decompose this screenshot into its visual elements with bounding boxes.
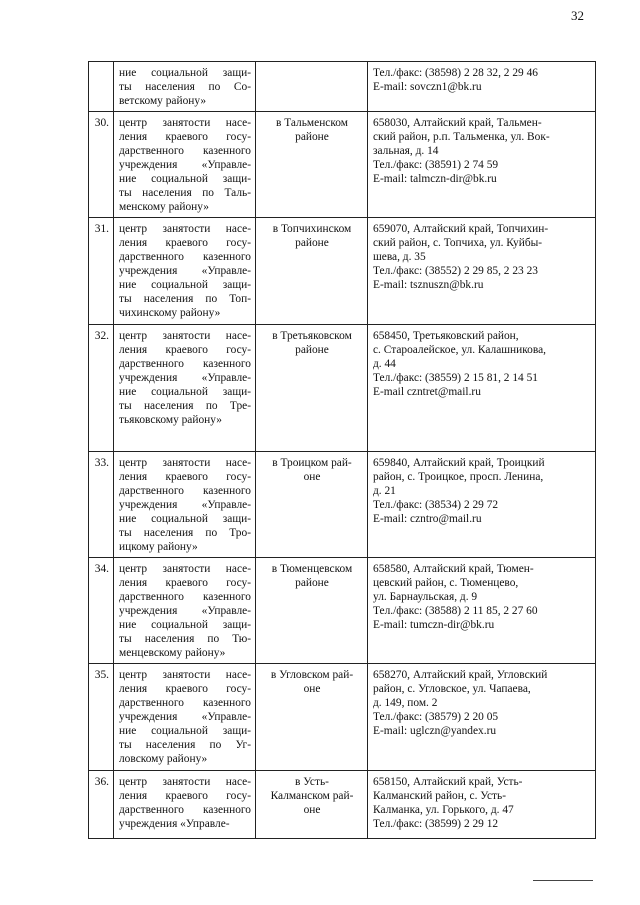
organization-line: ления краевого госу- bbox=[119, 131, 251, 143]
district-line: в Троицком рай- bbox=[272, 457, 352, 469]
organization-line: ты населения по Уг- bbox=[119, 739, 251, 751]
address-cell bbox=[368, 664, 596, 771]
district-line: Калманском рай- bbox=[270, 790, 354, 802]
organization-line: центр занятости насе- bbox=[119, 776, 251, 788]
organization-line: ты населения по Тре- bbox=[119, 400, 251, 412]
organization-line: центр занятости насе- bbox=[119, 117, 251, 129]
organization-cell bbox=[114, 664, 256, 771]
table-row bbox=[89, 62, 596, 112]
organization-line: учреждения «Управле- bbox=[119, 711, 251, 723]
organization-line: дарственного казенного bbox=[119, 485, 251, 497]
organization-line: учреждения «Управле- bbox=[119, 372, 251, 384]
address-line: ский район, р.п. Тальменка, ул. Вок- bbox=[373, 131, 550, 143]
organization-line: менцевскому району» bbox=[119, 647, 226, 659]
organization-line: ления краевого госу- bbox=[119, 790, 251, 802]
table-row bbox=[89, 771, 596, 839]
address-line: E-mail: uglczn@yandex.ru bbox=[373, 725, 497, 737]
organization-line: дарственного казенного bbox=[119, 591, 251, 603]
district-line: районе bbox=[295, 131, 329, 143]
district-cell bbox=[256, 452, 368, 558]
address-line: 658150, Алтайский край, Усть- bbox=[373, 776, 523, 788]
organization-line: ты населения по Тро- bbox=[119, 527, 251, 539]
organization-cell bbox=[114, 558, 256, 664]
table-row bbox=[89, 664, 596, 771]
address-line: с. Староалейское, ул. Калашникова, bbox=[373, 344, 547, 356]
address-line: Тел./факс: (38534) 2 29 72 bbox=[373, 499, 499, 511]
organization-cell bbox=[114, 771, 256, 839]
organization-cell bbox=[114, 325, 256, 452]
address-line: Тел./факс: (38599) 2 29 12 bbox=[373, 818, 499, 830]
district-line: в Третьяковском bbox=[272, 330, 352, 342]
table-row bbox=[89, 218, 596, 325]
row-number-cell bbox=[89, 62, 114, 112]
address-line: район, с. Троицкое, просп. Ленина, bbox=[373, 471, 544, 483]
organization-line: ние социальной защи- bbox=[119, 619, 251, 631]
row-number-cell bbox=[89, 452, 114, 558]
row-number: 34. bbox=[94, 563, 109, 575]
organization-line: ления краевого госу- bbox=[119, 471, 251, 483]
organization-line: центр занятости насе- bbox=[119, 669, 251, 681]
organization-line: дарственного казенного bbox=[119, 804, 251, 816]
address-line: 659840, Алтайский край, Троицкий bbox=[373, 457, 545, 469]
address-line: Тел./факс: (38598) 2 28 32, 2 29 46 bbox=[373, 67, 538, 79]
district-cell bbox=[256, 112, 368, 218]
table-body bbox=[89, 62, 596, 839]
row-number: 33. bbox=[94, 457, 109, 469]
address-line: Тел./факс: (38588) 2 11 85, 2 27 60 bbox=[373, 605, 538, 617]
organization-line: ты населения по Таль- bbox=[119, 187, 251, 199]
organization-cell bbox=[114, 218, 256, 325]
district-cell bbox=[256, 218, 368, 325]
organization-cell bbox=[114, 62, 256, 112]
organization-line: учреждения «Управле- bbox=[119, 605, 251, 617]
address-line: 658030, Алтайский край, Тальмен- bbox=[373, 117, 542, 129]
organization-line: центр занятости насе- bbox=[119, 563, 251, 575]
organization-line: ние социальной защи- bbox=[119, 386, 251, 398]
organization-line: дарственного казенного bbox=[119, 697, 251, 709]
row-number-cell bbox=[89, 218, 114, 325]
district-line: в Тюменцевском bbox=[271, 563, 353, 575]
organization-line: ты населения по Тю- bbox=[119, 633, 251, 645]
address-line: E-mail: talmczn-dir@bk.ru bbox=[373, 173, 497, 185]
district-line: районе bbox=[295, 237, 329, 249]
organization-line: ицкому району» bbox=[119, 541, 198, 553]
row-number: 32. bbox=[94, 330, 109, 342]
address-cell bbox=[368, 452, 596, 558]
address-cell bbox=[368, 218, 596, 325]
row-number-cell bbox=[89, 664, 114, 771]
district-line: районе bbox=[295, 577, 329, 589]
district-cell bbox=[256, 771, 368, 839]
address-line: ул. Барнаульская, д. 9 bbox=[373, 591, 478, 603]
organization-line: менскому району» bbox=[119, 201, 209, 213]
address-cell bbox=[368, 62, 596, 112]
address-line: д. 21 bbox=[373, 485, 396, 497]
address-line: E-mail: czntro@mail.ru bbox=[373, 513, 482, 525]
district-line: в Усть- bbox=[295, 776, 329, 788]
organization-line: центр занятости насе- bbox=[119, 457, 251, 469]
address-line: цевский район, с. Тюменцево, bbox=[373, 577, 519, 589]
address-line: E-mail: sovczn1@bk.ru bbox=[373, 81, 482, 93]
district-line: в Угловском рай- bbox=[270, 669, 354, 681]
address-line: E-mail: tsznuszn@bk.ru bbox=[373, 279, 484, 291]
organization-line: учреждения «Управле- bbox=[119, 265, 251, 277]
address-line: E-mail: tumczn-dir@bk.ru bbox=[373, 619, 495, 631]
organization-line: ветскому району» bbox=[119, 95, 207, 107]
organization-line: чихинскому району» bbox=[119, 307, 221, 319]
row-number: 36. bbox=[94, 776, 109, 788]
organization-line: ние социальной защи- bbox=[119, 513, 251, 525]
district-line: в Топчихинском bbox=[272, 223, 352, 235]
organization-line: ления краевого госу- bbox=[119, 344, 251, 356]
address-line: шева, д. 35 bbox=[373, 251, 426, 263]
district-line: оне bbox=[303, 471, 321, 483]
organization-line: учреждения «Управле- bbox=[119, 499, 251, 511]
footer-rule bbox=[533, 880, 593, 881]
address-line: зальная, д. 14 bbox=[373, 145, 439, 157]
table-row bbox=[89, 325, 596, 452]
district-cell bbox=[256, 325, 368, 452]
address-line: Тел./факс: (38591) 2 74 59 bbox=[373, 159, 499, 171]
address-line: Калманский район, с. Усть- bbox=[373, 790, 506, 802]
table-row bbox=[89, 112, 596, 218]
organization-line: ние социальной защи- bbox=[119, 725, 251, 737]
district-line: оне bbox=[303, 683, 321, 695]
address-cell bbox=[368, 558, 596, 664]
row-number-cell bbox=[89, 558, 114, 664]
district-cell bbox=[256, 558, 368, 664]
district-cell bbox=[256, 664, 368, 771]
organization-line: ления краевого госу- bbox=[119, 683, 251, 695]
organization-cell bbox=[114, 452, 256, 558]
organization-line: тьяковскому району» bbox=[119, 414, 222, 426]
organization-line: ловскому району» bbox=[119, 753, 208, 765]
address-line: Тел./факс: (38559) 2 15 81, 2 14 51 bbox=[373, 372, 538, 384]
table-row bbox=[89, 558, 596, 664]
address-line: 659070, Алтайский край, Топчихин- bbox=[373, 223, 549, 235]
district-line: в Тальменском bbox=[276, 117, 348, 129]
address-line: 658580, Алтайский край, Тюмен- bbox=[373, 563, 534, 575]
organization-line: учреждения «Управле- bbox=[119, 818, 230, 830]
organization-line: ления краевого госу- bbox=[119, 577, 251, 589]
address-line: Калманка, ул. Горького, д. 47 bbox=[373, 804, 514, 816]
address-line: 658270, Алтайский край, Угловский bbox=[373, 669, 548, 681]
employment-centers-table bbox=[88, 61, 596, 839]
district-line: оне bbox=[303, 804, 321, 816]
row-number-cell bbox=[89, 771, 114, 839]
row-number: 31. bbox=[94, 223, 109, 235]
row-number: 35. bbox=[94, 669, 109, 681]
district-line: районе bbox=[295, 344, 329, 356]
organization-line: ления краевого госу- bbox=[119, 237, 251, 249]
table-row bbox=[89, 452, 596, 558]
organization-line: дарственного казенного bbox=[119, 145, 251, 157]
address-line: Тел./факс: (38579) 2 20 05 bbox=[373, 711, 499, 723]
organization-line: ние социальной защи- bbox=[119, 173, 251, 185]
organization-line: центр занятости насе- bbox=[119, 330, 251, 342]
organization-line: дарственного казенного bbox=[119, 358, 251, 370]
address-line: район, с. Угловское, ул. Чапаева, bbox=[373, 683, 531, 695]
organization-line: учреждения «Управле- bbox=[119, 159, 251, 171]
organization-line: ние социальной защи- bbox=[119, 67, 251, 79]
organization-line: ние социальной защи- bbox=[119, 279, 251, 291]
address-line: E-mail czntret@mail.ru bbox=[373, 386, 481, 398]
row-number-cell bbox=[89, 112, 114, 218]
address-cell bbox=[368, 112, 596, 218]
organization-cell bbox=[114, 112, 256, 218]
address-cell bbox=[368, 771, 596, 839]
organization-line: центр занятости насе- bbox=[119, 223, 251, 235]
address-line: Тел./факс: (38552) 2 29 85, 2 23 23 bbox=[373, 265, 538, 277]
organization-line: дарственного казенного bbox=[119, 251, 251, 263]
row-number-cell bbox=[89, 325, 114, 452]
district-cell bbox=[256, 62, 368, 112]
address-line: д. 44 bbox=[373, 358, 396, 370]
address-line: 658450, Третьяковский район, bbox=[373, 330, 519, 342]
address-line: ский район, с. Топчиха, ул. Куйбы- bbox=[373, 237, 543, 249]
organization-line: ты населения по Топ- bbox=[119, 293, 251, 305]
page-number: 32 bbox=[571, 8, 584, 23]
address-line: д. 149, пом. 2 bbox=[373, 697, 438, 709]
organization-line: ты населения по Со- bbox=[119, 81, 251, 93]
row-number: 30. bbox=[94, 117, 109, 129]
address-cell bbox=[368, 325, 596, 452]
